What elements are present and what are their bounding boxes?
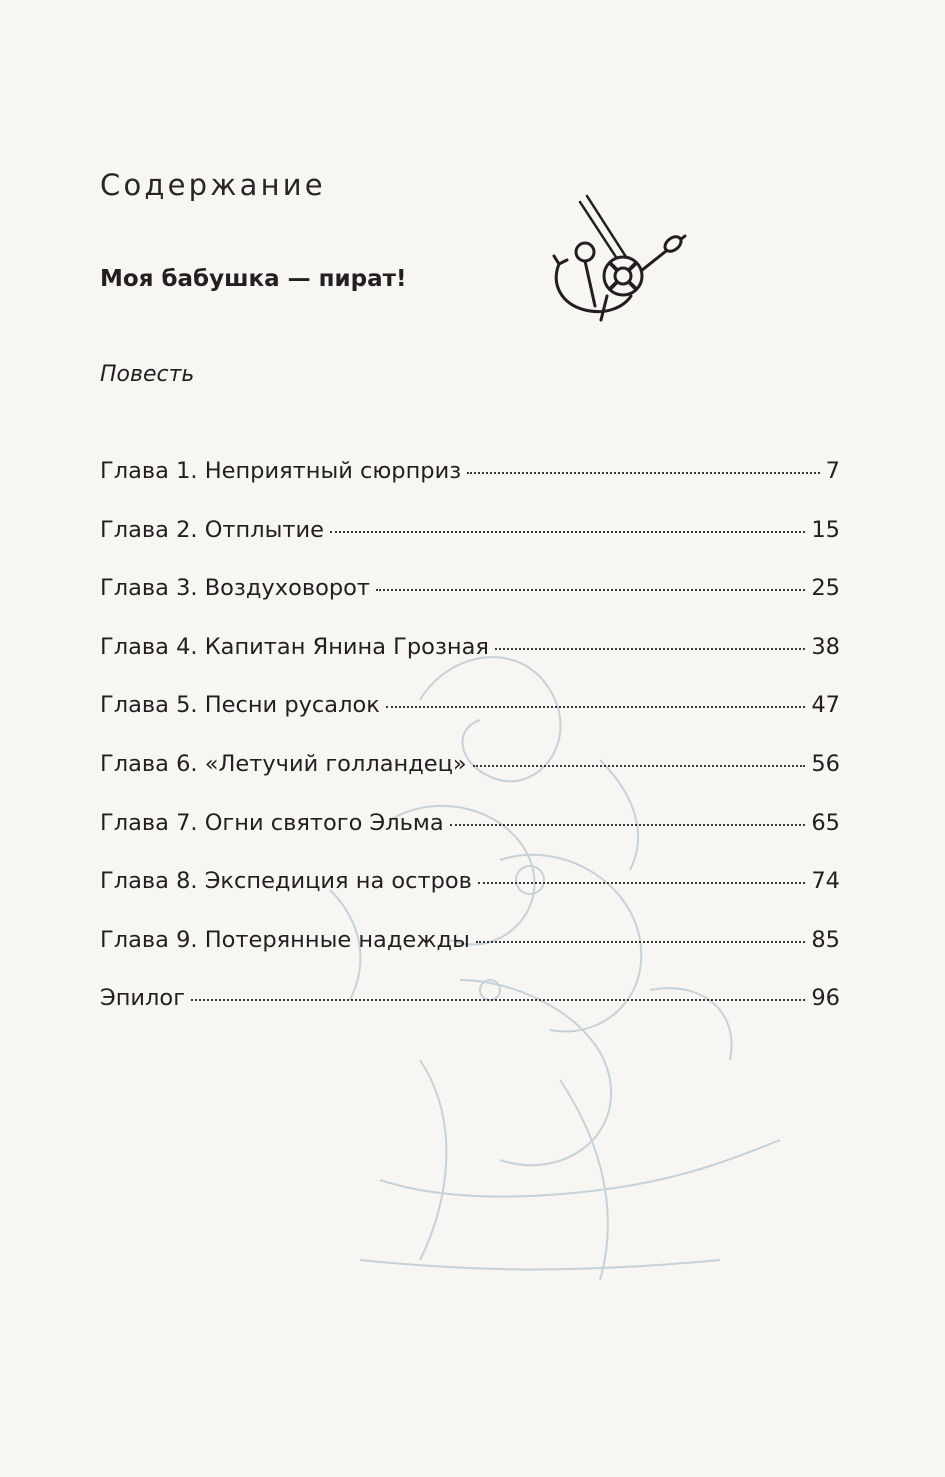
toc-entry-title: Глава 7. Огни святого Эльма — [100, 809, 444, 836]
anchor-paddle-icon — [545, 192, 695, 327]
toc-entry-page: 47 — [811, 692, 840, 719]
dot-leader — [467, 472, 820, 474]
toc-entry-8[interactable] — [100, 868, 840, 927]
dot-leader — [330, 531, 805, 533]
toc-entry-page: 96 — [811, 985, 840, 1012]
toc-entry-title: Эпилог — [100, 985, 186, 1012]
toc-entry-epilogue[interactable] — [100, 985, 840, 1044]
toc-entry-page: 65 — [811, 809, 840, 836]
dot-leader — [473, 765, 806, 767]
dot-leader — [386, 706, 806, 708]
toc-entry-title: Глава 3. Воздуховорот — [100, 575, 371, 602]
dot-leader — [476, 941, 806, 943]
toc-entry-page: 7 — [825, 458, 840, 484]
toc-entry-title: Глава 8. Экспедиция на остров — [100, 868, 472, 895]
book-title: Моя бабушка — пират! — [100, 266, 407, 292]
toc-entry-title: Глава 1. Неприятный сюрприз — [100, 458, 462, 484]
toc-entry-5[interactable] — [100, 692, 840, 751]
toc-entry-page: 15 — [811, 516, 840, 543]
toc-entry-7[interactable] — [100, 810, 840, 869]
toc-entry-title: Глава 5. Песни русалок — [100, 692, 380, 719]
dot-leader — [450, 824, 806, 826]
dot-leader — [376, 589, 805, 591]
toc-entry-page: 74 — [811, 868, 840, 895]
toc-entry-page: 38 — [811, 633, 840, 660]
page-title: Содержание — [100, 168, 326, 202]
toc-entry-6[interactable] — [100, 751, 840, 810]
toc-entry-4[interactable] — [100, 634, 840, 693]
dot-leader — [495, 648, 805, 650]
book-subtitle: Повесть — [100, 362, 195, 387]
toc-entry-3[interactable] — [100, 575, 840, 634]
toc-entry-1[interactable] — [100, 458, 840, 517]
table-of-contents — [100, 458, 840, 1044]
toc-entry-page: 85 — [811, 926, 840, 953]
toc-entry-title: Глава 6. «Летучий голландец» — [100, 750, 467, 777]
toc-entry-2[interactable] — [100, 517, 840, 576]
toc-entry-title: Глава 4. Капитан Янина Грозная — [100, 633, 489, 660]
dot-leader — [191, 999, 805, 1001]
dot-leader — [478, 882, 805, 884]
toc-entry-title: Глава 9. Потерянные надежды — [100, 926, 470, 953]
toc-entry-page: 25 — [811, 575, 840, 602]
toc-entry-title: Глава 2. Отплытие — [100, 516, 324, 543]
toc-entry-page: 56 — [811, 750, 840, 777]
toc-entry-9[interactable] — [100, 927, 840, 986]
